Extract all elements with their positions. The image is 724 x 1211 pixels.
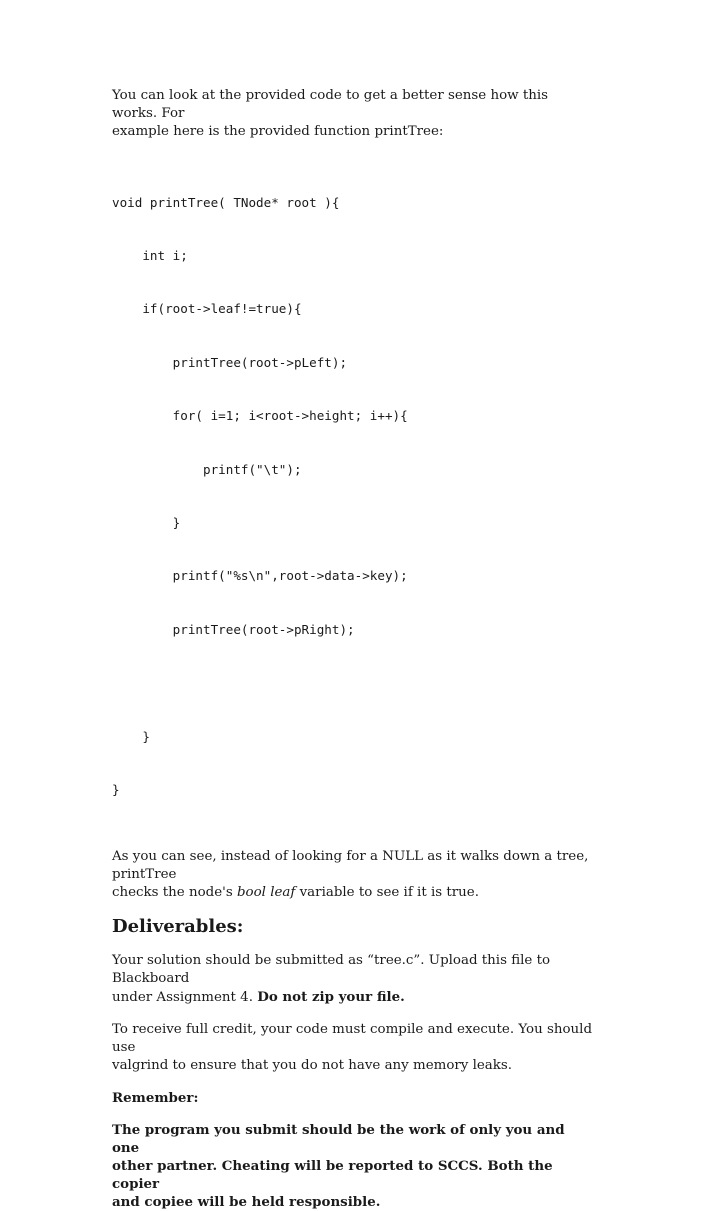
document-page — [112, 82, 594, 1211]
intro-paragraph — [112, 87, 594, 141]
submission-paragraph — [112, 952, 594, 1007]
bool-leaf-term: bool leaf — [236, 885, 296, 901]
submission-line-1: Your solution should be submitted as “tree.c”. Upload this file to Blackboard — [112, 953, 551, 987]
explanation-paragraph — [112, 848, 594, 902]
code-line: printTree(root->pLeft); — [112, 354, 348, 370]
credit-line-1: To receive full credit, your code must compile and execute. You should use — [112, 1022, 593, 1056]
intro-line-1: You can look at the provided code to get a better sense how this works. For — [112, 88, 549, 121]
code-line: if(root->leaf!=true){ — [112, 301, 302, 317]
code-line: printTree(root->pRight); — [112, 621, 355, 637]
submission-line-2-prefix: under Assignment 4. — [112, 990, 258, 1006]
academic-integrity-warning — [112, 1121, 594, 1211]
warning-line-2: other partner. Cheating will be reported to SCCS. Both the copier — [112, 1158, 553, 1193]
warning-line-3: and copiee will be held responsible. — [112, 1194, 381, 1211]
explanation-line-2-suffix: variable to see if it is true. — [295, 885, 479, 901]
warning-line-1: The program you submit should be the work of only you and one — [112, 1122, 565, 1157]
code-line: int i; — [112, 247, 188, 263]
explanation-line-1: As you can see, instead of looking for a NULL as it walks down a tree, printTree — [112, 849, 589, 883]
deliverables-heading: Deliverables: — [112, 916, 244, 938]
credit-paragraph — [112, 1021, 594, 1075]
no-zip-notice: Do not zip your file. — [257, 989, 405, 1006]
code-line: } — [112, 728, 150, 744]
credit-line-2: valgrind to ensure that you do not have any memory leaks. — [112, 1058, 513, 1074]
intro-line-2: example here is the provided function printTree: — [112, 124, 444, 139]
explanation-line-2-prefix: checks the node's — [112, 885, 237, 901]
code-line: } — [112, 514, 181, 530]
code-line: } — [112, 781, 120, 797]
code-line: void printTree( TNode* root ){ — [112, 194, 340, 210]
code-block — [112, 158, 594, 834]
remember-label: Remember: — [112, 1090, 199, 1107]
code-line — [112, 674, 594, 692]
code-line: printf("\t"); — [112, 461, 302, 477]
code-line: printf("%s\n",root->data->key); — [112, 568, 408, 584]
code-line: for( i=1; i<root->height; i++){ — [112, 408, 408, 424]
